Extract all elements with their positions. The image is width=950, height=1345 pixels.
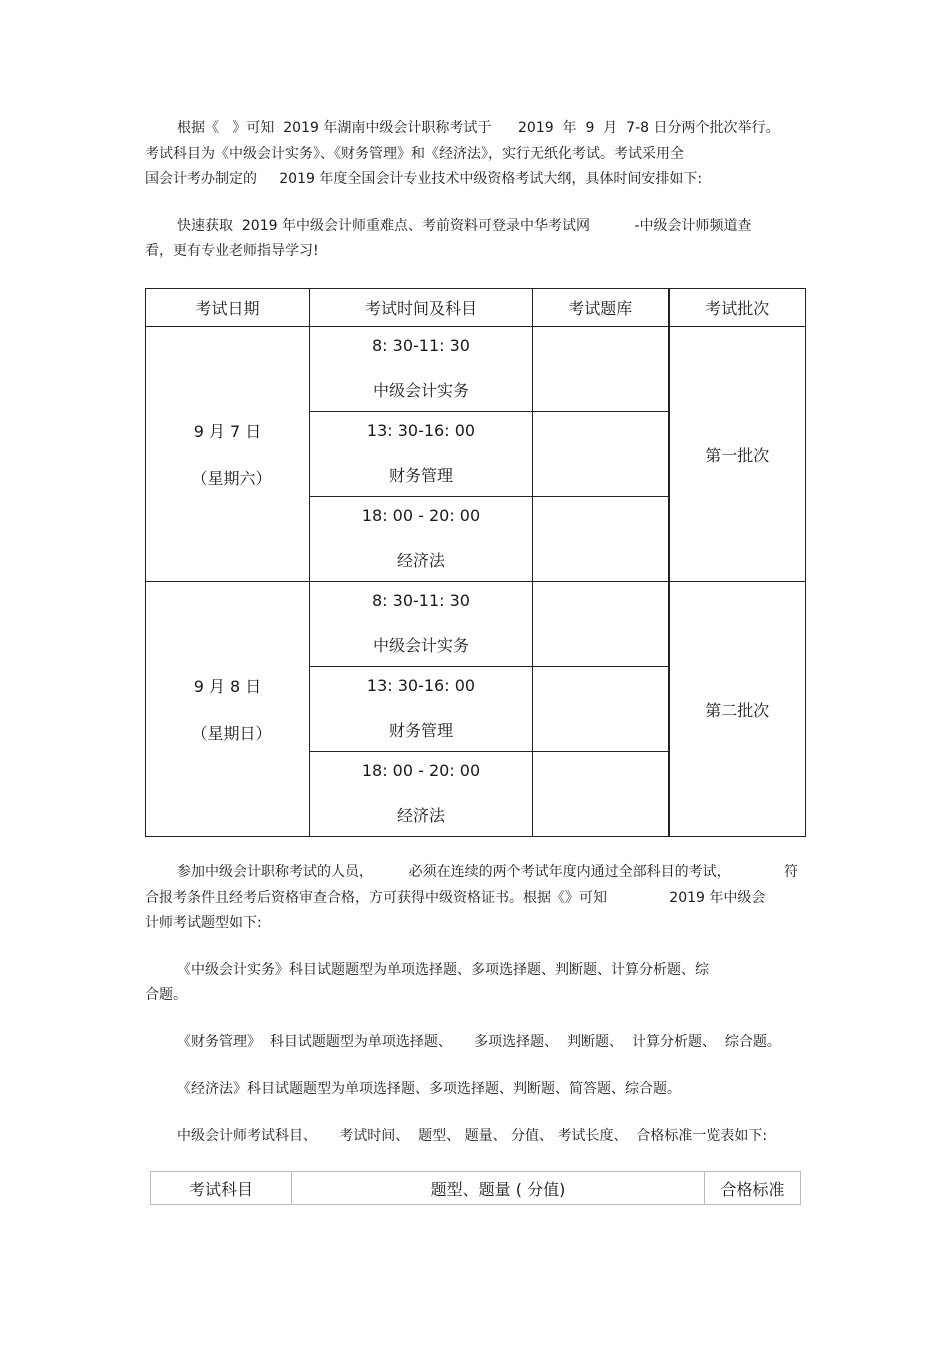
exam-slot-cell <box>310 582 533 667</box>
exam-time: 18: 00 - 20: 00 <box>361 505 481 525</box>
requirement-line-1: 参加中级会计职称考试的人员， 必须在连续的两个考试年度内通过全部科目的考试， 符 <box>177 864 799 880</box>
header-exam-date: 考试日期 <box>146 289 310 327</box>
requirement-line-3: 计师考试题型如下: <box>145 915 262 931</box>
exam-slot-cell <box>310 412 533 497</box>
exam-subject: 中级会计实务 <box>372 635 469 655</box>
financial-management-line: 《财务管理》 科目试题题型为单项选择题、 多项选择题、 判断题、 计算分析题、 综合题。 <box>177 1034 781 1050</box>
exam-date: 9 月 8 日 <box>193 677 262 696</box>
exam-time: 13: 30-16: 00 <box>366 420 476 440</box>
exam-time: 13: 30-16: 00 <box>366 675 476 695</box>
question-bank-cell <box>533 412 669 497</box>
requirement-line-2: 合报考条件且经考后资格审查合格，方可获得中级资格证书。根据《》可知 2019 年中级会 <box>145 890 766 906</box>
promo-line-2: 看，更有专业老师指导学习! <box>145 243 319 259</box>
intro-line-2: 考试科目为《中级会计实务》、《财务管理》和《经济法》，实行无纸化考试。考试采用全 <box>145 146 684 162</box>
intro-line-3: 国会计考办制定的 2019 年度全国会计专业技术中级资格考试大纲，具体时间安排如下: <box>145 171 703 187</box>
exam-subject: 财务管理 <box>388 465 453 485</box>
exam-batch-cell: 第一批次 <box>669 327 806 582</box>
accounting-practice-line-1: 《中级会计实务》科目试题题型为单项选择题、多项选择题、判断题、计算分析题、综 <box>177 962 709 978</box>
exam-date-cell <box>146 327 310 582</box>
exam-slot-cell <box>310 752 533 837</box>
question-bank-cell <box>533 582 669 667</box>
question-bank-cell <box>533 752 669 837</box>
promo-line-1: 快速获取 2019 年中级会计师重难点、考前资料可登录中华考试网 -中级会计师频道查 <box>177 218 752 234</box>
header-exam-batch: 考试批次 <box>669 289 806 327</box>
exam-subject: 经济法 <box>396 550 445 570</box>
table-row <box>146 582 806 667</box>
exam-subject: 经济法 <box>396 805 445 825</box>
economic-law-line: 《经济法》科目试题题型为单项选择题、多项选择题、判断题、简答题、综合题。 <box>177 1081 681 1097</box>
header-pass-standard: 合格标准 <box>705 1172 801 1205</box>
exam-slot-cell <box>310 667 533 752</box>
header-exam-time-subject: 考试时间及科目 <box>310 289 533 327</box>
exam-date-cell <box>146 582 310 837</box>
header-question-bank: 考试题库 <box>533 289 669 327</box>
exam-weekday: （星期六） <box>191 469 272 488</box>
exam-subject: 财务管理 <box>388 720 453 740</box>
header-exam-subject: 考试科目 <box>151 1172 292 1205</box>
exam-subject: 中级会计实务 <box>372 380 469 400</box>
overview-intro-line: 中级会计师考试科目、 考试时间、 题型、 题量、 分值、 考试长度、 合格标准一览表如下: <box>177 1128 768 1144</box>
accounting-practice-line-2: 合题。 <box>145 987 187 1003</box>
exam-weekday: （星期日） <box>191 724 272 743</box>
exam-schedule-table <box>145 288 806 837</box>
exam-time: 8: 30-11: 30 <box>372 335 470 355</box>
header-question-type: 题型、题量 ( 分值) <box>292 1172 705 1205</box>
exam-time: 8: 30-11: 30 <box>372 590 470 610</box>
exam-slot-cell <box>310 327 533 412</box>
intro-line-1: 根据《 》可知 2019 年湖南中级会计职称考试于 2019 年 9 月 7-8 日分两个批次举行。 <box>177 120 780 136</box>
table-row <box>146 327 806 412</box>
question-bank-cell <box>533 497 669 582</box>
schedule-header-row <box>146 289 806 327</box>
exam-batch-cell: 第二批次 <box>669 582 806 837</box>
question-bank-cell <box>533 667 669 752</box>
exam-overview-table <box>150 1171 801 1205</box>
overview-header-row <box>151 1172 801 1205</box>
question-bank-cell <box>533 327 669 412</box>
exam-time: 18: 00 - 20: 00 <box>361 760 481 780</box>
exam-date: 9 月 7 日 <box>193 422 262 441</box>
exam-slot-cell <box>310 497 533 582</box>
